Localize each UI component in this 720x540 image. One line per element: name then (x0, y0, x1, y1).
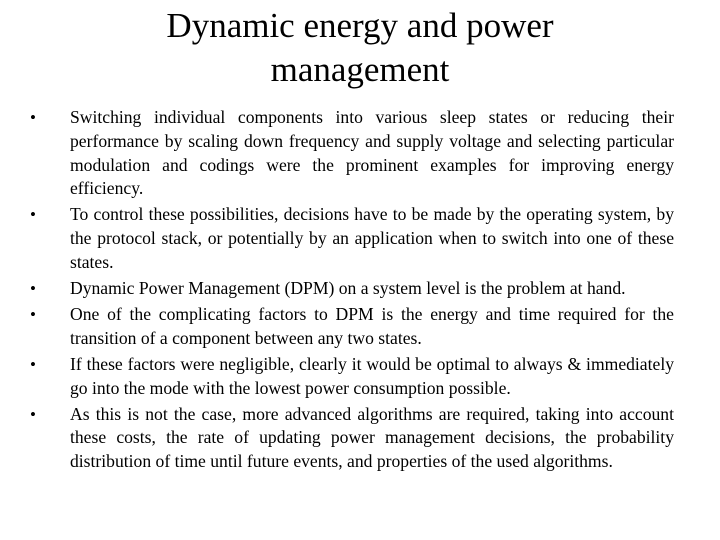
bullet-text: Dynamic Power Management (DPM) on a system level is the problem at hand. (70, 277, 626, 298)
bullet-text: Switching individual components into various sleep states or reducing their performance by scaling down frequency and supply voltage and selecting particular modulation and codings were the prominent examples for improving energy efficiency. (70, 107, 674, 199)
bullet-text: One of the complicating factors to DPM is the energy and time required for the transition of a component between any two states. (70, 303, 674, 348)
bullet-item (30, 403, 674, 474)
bullet-point-icon: • (30, 205, 36, 225)
slide-title-line-1: Dynamic energy and power (166, 6, 554, 45)
bullet-item (30, 106, 674, 201)
bullet-item (30, 277, 674, 301)
bullet-item (30, 303, 674, 351)
bullet-text: As this is not the case, more advanced algorithms are required, taking into account these costs, the rate of updating power management decisions, the probability distribution of time until future events, and properties of the used algorithms. (70, 403, 674, 472)
bullet-list (30, 106, 674, 476)
slide-title (110, 4, 610, 92)
bullet-point-icon: • (30, 354, 36, 374)
bullet-text: If these factors were negligible, clearly it would be optimal to always & immediately go into the mode with the lowest power consumption possible. (70, 353, 674, 398)
bullet-point-icon: • (30, 304, 36, 324)
bullet-point-icon: • (30, 404, 36, 424)
bullet-text: To control these possibilities, decisions have to be made by the operating system, by the protocol stack, or potentially by an application when to switch into one of these states. (70, 204, 674, 272)
bullet-point-icon: • (30, 108, 36, 127)
bullet-item (30, 353, 674, 401)
bullet-point-icon: • (30, 278, 36, 298)
slide-title-line-2: management (270, 50, 450, 89)
bullet-item (30, 203, 674, 274)
